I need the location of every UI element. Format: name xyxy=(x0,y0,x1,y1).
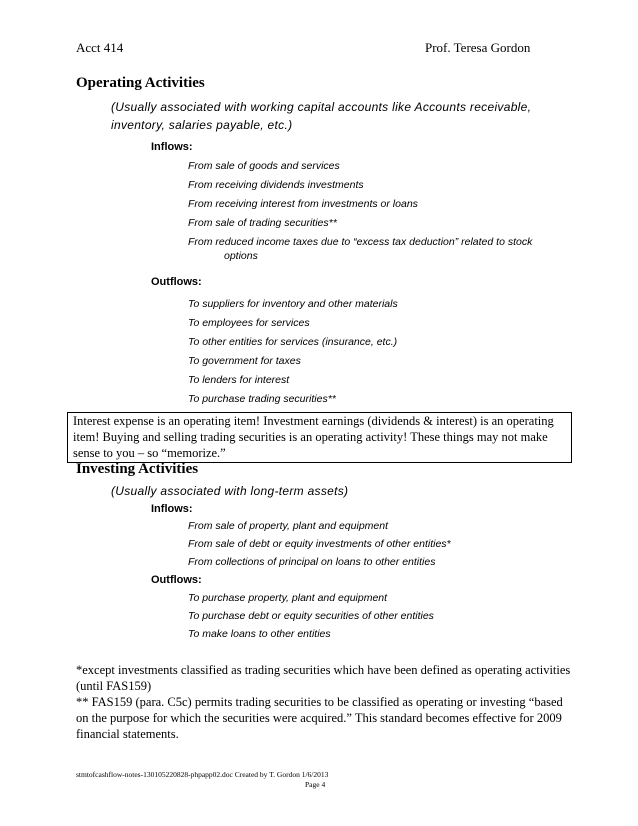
investing-outflow-item: To purchase debt or equity securities of other entities xyxy=(188,610,434,622)
operating-inflow-item: From reduced income taxes due to “excess tax deduction” related to stock xyxy=(188,236,533,248)
professor-name: Prof. Teresa Gordon xyxy=(425,40,531,55)
file-info: stmtofcashflow-notes-130105220828-phpapp02.doc Created by T. Gordon 1/6/2013 xyxy=(76,770,329,779)
investing-inflow-item: From sale of property, plant and equipment xyxy=(188,520,388,532)
footnote-line: (until FAS159) xyxy=(76,679,152,693)
operating-inflow-item: From sale of trading securities** xyxy=(188,217,337,229)
investing-outflow-item: To purchase property, plant and equipment xyxy=(188,592,388,604)
operating-outflow-item: To employees for services xyxy=(188,317,310,329)
investing-heading: Investing Activities xyxy=(76,461,199,477)
operating-inflow-item: From receiving interest from investments or loans xyxy=(188,198,418,210)
operating-inflow-item: From receiving dividends investments xyxy=(188,179,364,191)
note-line: Interest expense is an operating item! Investment earnings (dividends & interest) is an operating xyxy=(73,414,554,428)
footnote-line: ** FAS159 (para. C5c) permits trading securities to be classified as operating or investing “based xyxy=(76,695,563,709)
operating-outflow-item: To government for taxes xyxy=(188,355,301,367)
operating-desc-line1: (Usually associated with working capital accounts like Accounts receivable, xyxy=(111,100,532,114)
investing-inflows-label: Inflows: xyxy=(151,503,193,515)
page-number: Page 4 xyxy=(305,780,326,789)
operating-inflow-item-cont: options xyxy=(224,250,258,262)
investing-outflow-item: To make loans to other entities xyxy=(188,628,331,640)
operating-outflow-item: To lenders for interest xyxy=(188,374,290,386)
operating-inflows-label: Inflows: xyxy=(151,141,193,153)
investing-desc: (Usually associated with long-term assets) xyxy=(111,484,349,498)
footnote-line: *except investments classified as trading securities which have been defined as operating activities xyxy=(76,663,571,677)
operating-inflow-item: From sale of goods and services xyxy=(188,160,340,172)
operating-outflow-item: To purchase trading securities** xyxy=(188,393,336,405)
note-line: sense to you – so “memorize.” xyxy=(73,446,226,460)
footnote-line: financial statements. xyxy=(76,727,179,741)
operating-desc-line2: inventory, salaries payable, etc.) xyxy=(111,118,293,132)
operating-outflow-item: To other entities for services (insurance, etc.) xyxy=(188,336,398,348)
footnote-line: on the purpose for which the securities were acquired.” This standard becomes effective for 2009 xyxy=(76,711,562,725)
course-title: Acct 414 xyxy=(76,40,124,55)
investing-inflow-item: From collections of principal on loans to other entities xyxy=(188,556,436,568)
operating-heading: Operating Activities xyxy=(76,75,205,91)
operating-outflow-item: To suppliers for inventory and other materials xyxy=(188,298,398,310)
investing-outflows-label: Outflows: xyxy=(151,574,202,586)
memorize-note-box xyxy=(67,412,572,463)
investing-inflow-item: From sale of debt or equity investments of other entities* xyxy=(188,538,451,550)
operating-outflows-label: Outflows: xyxy=(151,276,202,288)
note-line: item! Buying and selling trading securities is an operating activity! These things may not make xyxy=(73,430,548,444)
